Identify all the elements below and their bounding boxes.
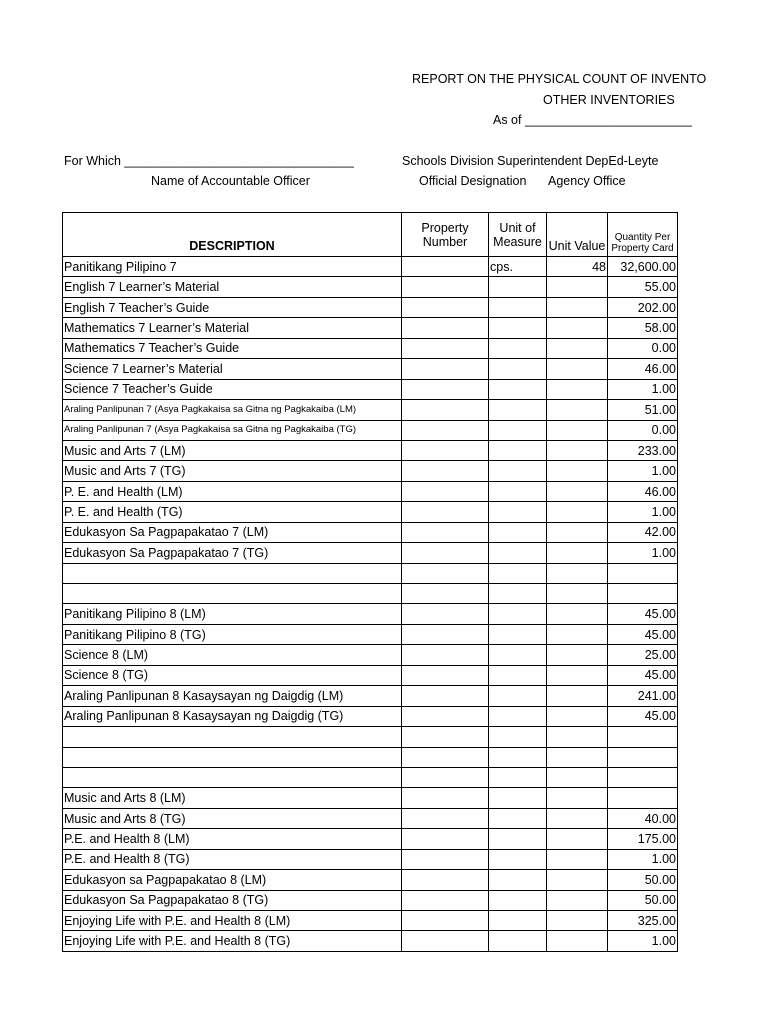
cell-quantity — [608, 563, 678, 583]
cell-property-number — [402, 318, 489, 338]
cell-quantity: 46.00 — [608, 481, 678, 501]
cell-quantity — [608, 767, 678, 787]
cell-property-number — [402, 849, 489, 869]
table-row — [63, 706, 678, 726]
table-row — [63, 624, 678, 644]
cell-quantity: 325.00 — [608, 911, 678, 931]
accountable-officer-caption: Name of Accountable Officer — [151, 174, 310, 188]
cell-unit-of-measure — [489, 604, 547, 624]
cell-description: P. E. and Health (LM) — [63, 481, 402, 501]
report-title: REPORT ON THE PHYSICAL COUNT OF INVENTO — [412, 72, 707, 86]
cell-quantity: 40.00 — [608, 808, 678, 828]
cell-unit-value — [547, 931, 608, 951]
cell-quantity: 51.00 — [608, 400, 678, 420]
cell-property-number — [402, 563, 489, 583]
table-row — [63, 788, 678, 808]
cell-unit-value — [547, 849, 608, 869]
cell-unit-value — [547, 624, 608, 644]
table-row — [63, 440, 678, 460]
cell-unit-value — [547, 706, 608, 726]
cell-description — [63, 747, 402, 767]
table-row — [63, 420, 678, 440]
table-row — [63, 727, 678, 747]
cell-description: Mathematics 7 Teacher’s Guide — [63, 338, 402, 358]
cell-unit-of-measure — [489, 563, 547, 583]
cell-property-number — [402, 727, 489, 747]
cell-description: Science 7 Teacher’s Guide — [63, 379, 402, 399]
cell-unit-of-measure — [489, 522, 547, 542]
cell-unit-value — [547, 870, 608, 890]
cell-description: English 7 Learner’s Material — [63, 277, 402, 297]
cell-unit-value — [547, 911, 608, 931]
table-row — [63, 870, 678, 890]
cell-description: Araling Panlipunan 8 Kasaysayan ng Daigdig (LM) — [63, 686, 402, 706]
cell-unit-value — [547, 400, 608, 420]
cell-unit-value — [547, 543, 608, 563]
cell-description: Enjoying Life with P.E. and Health 8 (TG) — [63, 931, 402, 951]
cell-unit-value — [547, 359, 608, 379]
cell-unit-value — [547, 808, 608, 828]
cell-unit-value — [547, 665, 608, 685]
cell-description: Enjoying Life with P.E. and Health 8 (LM) — [63, 911, 402, 931]
cell-unit-of-measure — [489, 829, 547, 849]
cell-unit-value — [547, 297, 608, 317]
cell-quantity — [608, 788, 678, 808]
cell-property-number — [402, 931, 489, 951]
cell-unit-value — [547, 645, 608, 665]
cell-unit-of-measure — [489, 870, 547, 890]
cell-unit-value — [547, 584, 608, 604]
table-row — [63, 277, 678, 297]
cell-quantity: 1.00 — [608, 379, 678, 399]
table-header-row — [63, 213, 678, 257]
header-unit-value: Unit Value — [547, 213, 608, 257]
cell-unit-value — [547, 890, 608, 910]
cell-description: Araling Panlipunan 7 (Asya Pagkakaisa sa Gitna ng Pagkakaiba (TG) — [63, 420, 402, 440]
cell-property-number — [402, 747, 489, 767]
cell-unit-of-measure — [489, 318, 547, 338]
as-of-line: As of ________________________ — [493, 113, 692, 127]
cell-property-number — [402, 359, 489, 379]
table-row — [63, 767, 678, 787]
cell-description — [63, 767, 402, 787]
cell-description: Edukasyon Sa Pagpapakatao 7 (TG) — [63, 543, 402, 563]
cell-unit-value: 48 — [547, 257, 608, 277]
cell-unit-of-measure — [489, 481, 547, 501]
cell-description: Music and Arts 8 (TG) — [63, 808, 402, 828]
cell-unit-of-measure — [489, 277, 547, 297]
table-row — [63, 686, 678, 706]
cell-description: Edukasyon Sa Pagpapakatao 8 (TG) — [63, 890, 402, 910]
cell-unit-value — [547, 420, 608, 440]
cell-unit-of-measure — [489, 420, 547, 440]
cell-quantity: 45.00 — [608, 624, 678, 644]
cell-description — [63, 563, 402, 583]
inventory-table — [62, 212, 678, 952]
cell-unit-of-measure — [489, 911, 547, 931]
cell-unit-value — [547, 727, 608, 747]
cell-property-number — [402, 911, 489, 931]
table-row — [63, 502, 678, 522]
cell-property-number — [402, 338, 489, 358]
cell-unit-value — [547, 767, 608, 787]
header-quantity-per-property-card: Quantity Per Property Card — [608, 213, 678, 257]
cell-unit-of-measure — [489, 931, 547, 951]
cell-unit-value — [547, 440, 608, 460]
table-row — [63, 338, 678, 358]
cell-unit-of-measure — [489, 543, 547, 563]
cell-quantity: 233.00 — [608, 440, 678, 460]
cell-unit-value — [547, 318, 608, 338]
cell-quantity: 58.00 — [608, 318, 678, 338]
cell-unit-value — [547, 747, 608, 767]
cell-description: Science 7 Learner’s Material — [63, 359, 402, 379]
cell-property-number — [402, 522, 489, 542]
cell-property-number — [402, 604, 489, 624]
cell-description: P.E. and Health 8 (TG) — [63, 849, 402, 869]
cell-unit-of-measure — [489, 584, 547, 604]
cell-unit-of-measure — [489, 359, 547, 379]
cell-property-number — [402, 890, 489, 910]
cell-property-number — [402, 502, 489, 522]
cell-quantity: 0.00 — [608, 420, 678, 440]
cell-description: P. E. and Health (TG) — [63, 502, 402, 522]
table-row — [63, 379, 678, 399]
cell-property-number — [402, 379, 489, 399]
header-unit-of-measure: Unit of Measure — [489, 213, 547, 257]
cell-unit-of-measure — [489, 706, 547, 726]
cell-unit-of-measure — [489, 502, 547, 522]
cell-property-number — [402, 645, 489, 665]
table-row — [63, 849, 678, 869]
cell-quantity: 55.00 — [608, 277, 678, 297]
cell-quantity: 241.00 — [608, 686, 678, 706]
table-row — [63, 890, 678, 910]
cell-property-number — [402, 400, 489, 420]
cell-unit-of-measure — [489, 727, 547, 747]
table-row — [63, 318, 678, 338]
cell-unit-value — [547, 481, 608, 501]
cell-unit-of-measure — [489, 645, 547, 665]
cell-quantity: 25.00 — [608, 645, 678, 665]
cell-description: Music and Arts 7 (TG) — [63, 461, 402, 481]
cell-unit-of-measure — [489, 338, 547, 358]
cell-unit-of-measure — [489, 400, 547, 420]
cell-quantity — [608, 747, 678, 767]
cell-property-number — [402, 665, 489, 685]
cell-property-number — [402, 481, 489, 501]
table-row — [63, 747, 678, 767]
cell-quantity — [608, 584, 678, 604]
cell-property-number — [402, 829, 489, 849]
cell-unit-value — [547, 277, 608, 297]
cell-property-number — [402, 277, 489, 297]
cell-quantity: 46.00 — [608, 359, 678, 379]
cell-quantity: 1.00 — [608, 461, 678, 481]
cell-property-number — [402, 870, 489, 890]
cell-quantity: 45.00 — [608, 604, 678, 624]
cell-unit-of-measure — [489, 849, 547, 869]
official-designation-caption: Official Designation — [419, 174, 527, 188]
cell-description: Panitikang Pilipino 8 (LM) — [63, 604, 402, 624]
table-row — [63, 461, 678, 481]
cell-property-number — [402, 543, 489, 563]
cell-unit-of-measure — [489, 767, 547, 787]
cell-property-number — [402, 461, 489, 481]
cell-quantity: 1.00 — [608, 849, 678, 869]
cell-property-number — [402, 686, 489, 706]
cell-unit-of-measure — [489, 665, 547, 685]
cell-description: Edukasyon Sa Pagpapakatao 7 (LM) — [63, 522, 402, 542]
cell-property-number — [402, 706, 489, 726]
cell-quantity: 50.00 — [608, 870, 678, 890]
cell-quantity: 42.00 — [608, 522, 678, 542]
cell-description: Panitikang Pilipino 8 (TG) — [63, 624, 402, 644]
cell-unit-of-measure — [489, 686, 547, 706]
cell-quantity: 1.00 — [608, 931, 678, 951]
cell-unit-value — [547, 563, 608, 583]
cell-property-number — [402, 788, 489, 808]
cell-quantity: 1.00 — [608, 543, 678, 563]
cell-unit-value — [547, 604, 608, 624]
cell-property-number — [402, 420, 489, 440]
table-row — [63, 931, 678, 951]
cell-property-number — [402, 440, 489, 460]
report-subtitle: OTHER INVENTORIES — [543, 93, 675, 107]
table-row — [63, 911, 678, 931]
cell-description: Music and Arts 8 (LM) — [63, 788, 402, 808]
table-row — [63, 604, 678, 624]
cell-quantity — [608, 727, 678, 747]
official-designation-value: Schools Division Superintendent DepEd-Leyte — [402, 154, 659, 168]
table-row — [63, 543, 678, 563]
agency-office-caption: Agency Office — [548, 174, 626, 188]
cell-quantity: 32,600.00 — [608, 257, 678, 277]
cell-description: Music and Arts 7 (LM) — [63, 440, 402, 460]
cell-unit-of-measure — [489, 379, 547, 399]
table-row — [63, 563, 678, 583]
cell-unit-of-measure — [489, 890, 547, 910]
cell-unit-of-measure — [489, 440, 547, 460]
cell-quantity: 0.00 — [608, 338, 678, 358]
table-row — [63, 584, 678, 604]
header-description: DESCRIPTION — [63, 213, 402, 257]
table-row — [63, 522, 678, 542]
cell-unit-value — [547, 522, 608, 542]
cell-unit-of-measure — [489, 747, 547, 767]
cell-description: English 7 Teacher’s Guide — [63, 297, 402, 317]
cell-property-number — [402, 624, 489, 644]
table-row — [63, 297, 678, 317]
cell-unit-of-measure: cps. — [489, 257, 547, 277]
table-row — [63, 257, 678, 277]
cell-description: Edukasyon sa Pagpapakatao 8 (LM) — [63, 870, 402, 890]
cell-quantity: 175.00 — [608, 829, 678, 849]
cell-unit-value — [547, 502, 608, 522]
table-row — [63, 808, 678, 828]
cell-property-number — [402, 297, 489, 317]
cell-quantity: 45.00 — [608, 665, 678, 685]
cell-description — [63, 727, 402, 747]
for-which-line: For Which _________________________________ — [64, 154, 354, 168]
cell-unit-value — [547, 829, 608, 849]
cell-unit-value — [547, 379, 608, 399]
table-row — [63, 829, 678, 849]
cell-description: Science 8 (TG) — [63, 665, 402, 685]
cell-unit-value — [547, 788, 608, 808]
cell-unit-of-measure — [489, 788, 547, 808]
table-row — [63, 359, 678, 379]
cell-quantity: 45.00 — [608, 706, 678, 726]
cell-unit-value — [547, 338, 608, 358]
table-row — [63, 481, 678, 501]
table-row — [63, 645, 678, 665]
cell-property-number — [402, 767, 489, 787]
cell-description: Araling Panlipunan 7 (Asya Pagkakaisa sa Gitna ng Pagkakaiba (LM) — [63, 400, 402, 420]
cell-property-number — [402, 808, 489, 828]
cell-unit-value — [547, 461, 608, 481]
cell-description: Araling Panlipunan 8 Kasaysayan ng Daigdig (TG) — [63, 706, 402, 726]
cell-quantity: 1.00 — [608, 502, 678, 522]
cell-property-number — [402, 257, 489, 277]
header-property-number: Property Number — [402, 213, 489, 257]
cell-unit-value — [547, 686, 608, 706]
cell-description — [63, 584, 402, 604]
cell-unit-of-measure — [489, 808, 547, 828]
table-row — [63, 665, 678, 685]
cell-unit-of-measure — [489, 624, 547, 644]
cell-property-number — [402, 584, 489, 604]
table-row — [63, 400, 678, 420]
cell-unit-of-measure — [489, 297, 547, 317]
cell-description: Science 8 (LM) — [63, 645, 402, 665]
cell-description: Mathematics 7 Learner’s Material — [63, 318, 402, 338]
cell-unit-of-measure — [489, 461, 547, 481]
cell-quantity: 50.00 — [608, 890, 678, 910]
cell-quantity: 202.00 — [608, 297, 678, 317]
cell-description: P.E. and Health 8 (LM) — [63, 829, 402, 849]
cell-description: Panitikang Pilipino 7 — [63, 257, 402, 277]
